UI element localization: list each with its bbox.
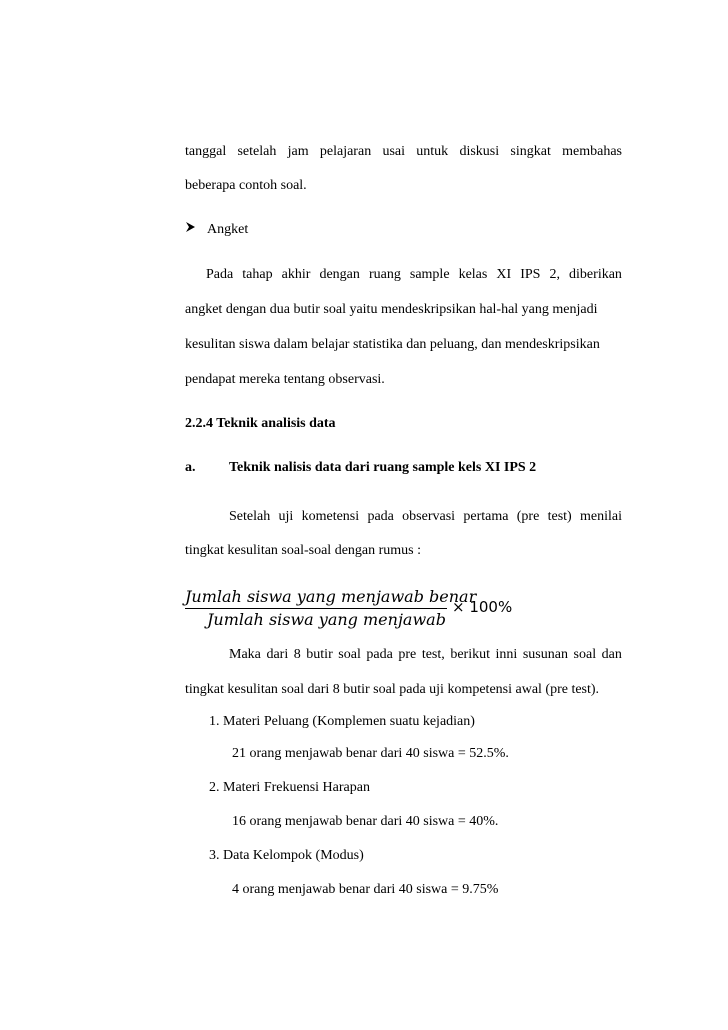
word: berikut	[450, 647, 490, 662]
word: pada	[366, 647, 393, 662]
paragraph-1-line-2: beberapa contoh soal.	[185, 178, 307, 193]
word: sample	[409, 267, 450, 282]
formula-multiplier: × 100%	[452, 598, 513, 616]
fraction-bar	[185, 608, 447, 609]
word: 2,	[549, 267, 560, 282]
word: (pre	[516, 509, 540, 524]
word: Maka	[229, 647, 261, 662]
word: pada	[367, 509, 394, 524]
subheading-text: Teknik nalisis data dari ruang sample kels XI IPS 2	[229, 460, 537, 475]
paragraph-2-line-1	[206, 267, 622, 283]
word: dan	[601, 647, 622, 662]
formula-denominator: Jumlah siswa yang menjawab	[207, 610, 446, 629]
word: dari	[266, 647, 289, 662]
word: membahas	[562, 144, 622, 159]
word: kometensi	[301, 509, 360, 524]
paragraph-2-line-4: pendapat mereka tentang observasi.	[185, 372, 385, 387]
word: pelajaran	[319, 144, 372, 159]
word: tanggal	[185, 144, 227, 159]
word: 8	[293, 647, 301, 662]
list-item-title: 1. Materi Peluang (Komplemen suatu kejadian)	[209, 714, 475, 729]
word: soal	[573, 647, 597, 662]
subheading-marker: a.	[185, 460, 196, 475]
paragraph-1-line-1	[185, 144, 622, 160]
word: XI	[496, 267, 512, 282]
list-item-detail: 21 orang menjawab benar dari 40 siswa = 52.5%.	[232, 746, 509, 761]
list-item-title: 2. Materi Frekuensi Harapan	[209, 780, 370, 795]
word: usai	[382, 144, 406, 159]
word: diskusi	[459, 144, 500, 159]
word: susunan	[522, 647, 568, 662]
word: butir	[306, 647, 333, 662]
word: observasi	[402, 509, 456, 524]
word: soal	[338, 647, 361, 662]
paragraph-4-line-1	[229, 647, 622, 663]
paragraph-3-line-1	[229, 509, 622, 525]
paragraph-4-line-2: tingkat kesulitan soal dari 8 butir soal pada uji kompetensi awal (pre test).	[185, 682, 600, 697]
word: inni	[495, 647, 518, 662]
word: setelah	[237, 144, 277, 159]
word: akhir	[281, 267, 311, 282]
word: IPS	[520, 267, 541, 282]
section-heading: 2.2.4 Teknik analisis data	[185, 416, 336, 431]
arrow-bullet-icon	[185, 221, 201, 238]
bullet-label: Angket	[207, 222, 249, 237]
word: Pada	[206, 267, 234, 282]
word: singkat	[510, 144, 551, 159]
word: kelas	[458, 267, 488, 282]
word: uji	[278, 509, 294, 524]
word: jam	[287, 144, 309, 159]
list-item-title: 3. Data Kelompok (Modus)	[209, 848, 364, 863]
bullet-item	[185, 221, 248, 238]
word: dengan	[319, 267, 360, 282]
word: test)	[547, 509, 572, 524]
word: test,	[421, 647, 445, 662]
word: menilai	[580, 509, 622, 524]
formula-numerator: Jumlah siswa yang menjawab benar	[185, 587, 477, 606]
word: pertama	[463, 509, 509, 524]
word: ruang	[368, 267, 401, 282]
word: Setelah	[229, 509, 271, 524]
list-item-detail: 16 orang menjawab benar dari 40 siswa = 40%.	[232, 814, 499, 829]
word: pre	[398, 647, 417, 662]
list-item-detail: 4 orang menjawab benar dari 40 siswa = 9.75%	[232, 882, 499, 897]
word: diberikan	[569, 267, 622, 282]
word: tahap	[242, 267, 273, 282]
word: untuk	[416, 144, 449, 159]
paragraph-2-line-2: angket dengan dua butir soal yaitu mendeskripsikan hal-hal yang menjadi	[185, 302, 598, 317]
paragraph-3-line-2: tingkat kesulitan soal-soal dengan rumus :	[185, 543, 422, 558]
paragraph-2-line-3: kesulitan siswa dalam belajar statistika dan peluang, dan mendeskripsikan	[185, 337, 600, 352]
